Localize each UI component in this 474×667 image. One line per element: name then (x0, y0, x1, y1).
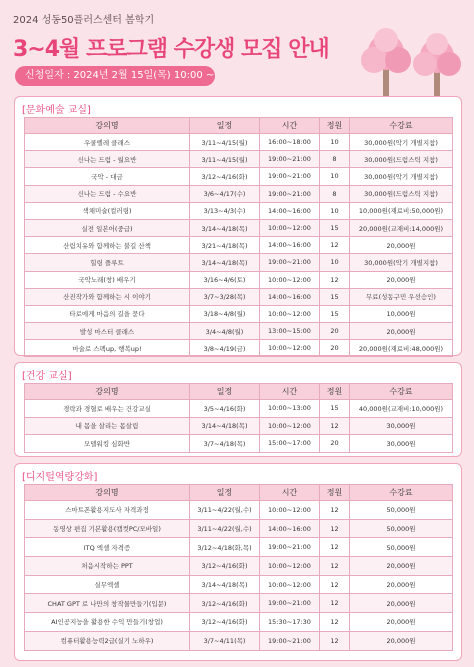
cell-schedule: 3/14~4/18(목) (190, 219, 260, 236)
cherry-blossom-trees-illustration (350, 22, 474, 104)
cell-schedule: 3/21~4/18(목) (190, 237, 260, 254)
cell-schedule: 3/11~4/15(월) (190, 134, 260, 151)
cell-schedule: 3/11~4/22(월,수) (190, 519, 260, 538)
column-header-course-name: 강의명 (25, 485, 190, 501)
table-row (25, 435, 453, 453)
cell-schedule: 3/7~3/28(목) (190, 288, 260, 305)
cell-time: 19:00~21:00 (260, 254, 320, 271)
program-table-health (24, 383, 453, 453)
cell-schedule: 3/8~4/19(금) (190, 340, 260, 357)
table-row (25, 594, 453, 613)
cell-capacity: 12 (320, 575, 350, 594)
cell-course-name: 스마트폰활용지도사 자격과정 (25, 501, 190, 520)
cell-course-name: 신나는 드럼 - 월요반 (25, 151, 190, 168)
cell-time: 19:00~21:00 (260, 151, 320, 168)
column-header-fee: 수강료 (350, 485, 453, 501)
cell-fee: 50,000원 (350, 519, 453, 538)
cell-capacity: 12 (320, 557, 350, 576)
cell-schedule: 3/16~4/6(토) (190, 271, 260, 288)
cell-course-name: 처음시작하는 PPT (25, 557, 190, 576)
cell-time: 15:30~17:30 (260, 613, 320, 632)
cell-capacity: 12 (320, 613, 350, 632)
cell-fee: 30,000원(악기 개별지참) (350, 134, 453, 151)
table-row (25, 202, 453, 219)
cell-time: 14:00~16:00 (260, 237, 320, 254)
cell-schedule: 3/18~4/8(월) (190, 305, 260, 322)
table-row (25, 237, 453, 254)
table-row (25, 151, 453, 168)
cell-capacity: 15 (320, 288, 350, 305)
cell-capacity: 20 (320, 340, 350, 357)
cell-fee: 20,000원 (350, 613, 453, 632)
cell-course-name: 발성 마스터 클래스 (25, 323, 190, 340)
table-row (25, 305, 453, 322)
cell-fee: 20,000원(재료비:48,000원) (350, 340, 453, 357)
poster-title: 3~4월 프로그램 수강생 모집 안내 (13, 37, 329, 62)
column-header-schedule: 일정 (190, 485, 260, 501)
cell-schedule: 3/12~4/16(화) (190, 557, 260, 576)
table-row (25, 254, 453, 271)
cell-course-name: 타로에게 마음의 길을 묻다 (25, 305, 190, 322)
cell-schedule: 3/11~4/22(월,수) (190, 501, 260, 520)
table-header-row (25, 384, 453, 400)
table-row (25, 168, 453, 185)
cell-course-name: 힐링 플루트 (25, 254, 190, 271)
cell-schedule: 3/4~4/8(월) (190, 323, 260, 340)
cell-capacity: 15 (320, 305, 350, 322)
table-row (25, 613, 453, 632)
table-header-row (25, 118, 453, 134)
cell-schedule: 3/7~4/18(목) (190, 435, 260, 453)
cell-time: 10:00~12:00 (260, 271, 320, 288)
cell-schedule: 3/14~4/18(목) (190, 254, 260, 271)
section-label-health: [건강 교실] (22, 371, 72, 382)
cell-course-name: 컴퓨터활용능력2급(실기 노하우) (25, 631, 190, 650)
cell-course-name: 내 몸을 살리는 몸살림 (25, 417, 190, 435)
application-date-badge: 신청일자 : 2024년 2월 15일(목) 10:00 ~ (15, 66, 215, 86)
table-body (25, 134, 453, 357)
cell-course-name: AI인공지능을 활용한 수익 만들기(창업) (25, 613, 190, 632)
cell-time: 10:00~12:00 (260, 417, 320, 435)
cell-fee: 20,000원 (350, 271, 453, 288)
cell-fee: 20,000원 (350, 323, 453, 340)
column-header-capacity: 정원 (320, 485, 350, 501)
cell-capacity: 10 (320, 134, 350, 151)
cell-course-name: CHAT GPT 로 나만의 창작물만들기(입문) (25, 594, 190, 613)
cell-course-name: 모델워킹 심화반 (25, 435, 190, 453)
table-row (25, 323, 453, 340)
table-body (25, 501, 453, 651)
cell-fee: 10,000원 (350, 305, 453, 322)
cell-schedule: 3/12~4/16(화) (190, 613, 260, 632)
section-card-health (14, 362, 462, 457)
table-row (25, 575, 453, 594)
cell-fee: 50,000원 (350, 501, 453, 520)
table-row (25, 501, 453, 520)
cell-fee: 20,000원 (350, 594, 453, 613)
cell-time: 10:00~12:00 (260, 557, 320, 576)
cell-course-name: ITQ 엑셀 자격증 (25, 538, 190, 557)
cell-capacity: 12 (320, 271, 350, 288)
cell-capacity: 10 (320, 202, 350, 219)
table-row (25, 400, 453, 418)
table-header-row (25, 485, 453, 501)
cell-time: 10:00~12:00 (260, 305, 320, 322)
column-header-capacity: 정원 (320, 118, 350, 134)
cell-schedule: 3/7~4/11(목) (190, 631, 260, 650)
cell-course-name: 색채미술(컬러링) (25, 202, 190, 219)
cell-fee: 무료(성동구민 우선승인) (350, 288, 453, 305)
column-header-schedule: 일정 (190, 384, 260, 400)
table-row (25, 519, 453, 538)
column-header-course-name: 강의명 (25, 384, 190, 400)
cell-capacity: 10 (320, 168, 350, 185)
cell-capacity: 12 (320, 631, 350, 650)
column-header-course-name: 강의명 (25, 118, 190, 134)
column-header-fee: 수강료 (350, 384, 453, 400)
cell-time: 14:00~16:00 (260, 519, 320, 538)
cell-fee: 20,000원 (350, 631, 453, 650)
cell-capacity: 20 (320, 323, 350, 340)
cell-fee: 20,000원 (350, 237, 453, 254)
cell-time: 19:00~21:00 (260, 185, 320, 202)
cell-time: 14:00~16:00 (260, 202, 320, 219)
table-row (25, 134, 453, 151)
section-card-culture (14, 96, 462, 356)
cell-course-name: 경락과 경혈로 배우는 건강교실 (25, 400, 190, 418)
cell-course-name: 국악노래(창) 배우기 (25, 271, 190, 288)
column-header-capacity: 정원 (320, 384, 350, 400)
cell-capacity: 20 (320, 435, 350, 453)
column-header-fee: 수강료 (350, 118, 453, 134)
cell-time: 19:00~21:00 (260, 168, 320, 185)
cell-fee: 30,000원(드럼스틱 지참) (350, 151, 453, 168)
cell-capacity: 12 (320, 237, 350, 254)
cell-capacity: 12 (320, 519, 350, 538)
cell-capacity: 12 (320, 594, 350, 613)
column-header-time: 시간 (260, 384, 320, 400)
cell-capacity: 15 (320, 400, 350, 418)
cell-fee: 40,000원(교재비:10,000원) (350, 400, 453, 418)
cell-capacity: 15 (320, 219, 350, 236)
program-table-digital (24, 484, 453, 651)
cell-fee: 30,000원 (350, 435, 453, 453)
cell-time: 15:00~17:00 (260, 435, 320, 453)
cell-time: 10:00~12:00 (260, 340, 320, 357)
section-label-culture: [문화예술 교실] (22, 105, 91, 116)
cell-schedule: 3/5~4/16(화) (190, 400, 260, 418)
table-row (25, 631, 453, 650)
cell-time: 14:00~16:00 (260, 288, 320, 305)
cell-course-name: 마술로 스펙up, 행복up! (25, 340, 190, 357)
cell-time: 10:00~13:00 (260, 400, 320, 418)
cell-course-name: 우쿨렐레 클래스 (25, 134, 190, 151)
cell-fee: 30,000원(악기 개별지참) (350, 168, 453, 185)
cell-fee: 20,000원 (350, 557, 453, 576)
cell-time: 16:00~18:00 (260, 134, 320, 151)
cell-capacity: 12 (320, 538, 350, 557)
cell-course-name: 신나는 드럼 - 수요반 (25, 185, 190, 202)
cell-fee: 30,000원(드럼스틱 지참) (350, 185, 453, 202)
table-row (25, 557, 453, 576)
column-header-schedule: 일정 (190, 118, 260, 134)
cell-time: 10:00~12:00 (260, 575, 320, 594)
table-row (25, 288, 453, 305)
cell-course-name: 실무엑셀 (25, 575, 190, 594)
cell-capacity: 8 (320, 185, 350, 202)
cell-fee: 20,000원 (350, 575, 453, 594)
cell-time: 19:00~21:00 (260, 538, 320, 557)
cell-schedule: 3/6~4/17(수) (190, 185, 260, 202)
table-row (25, 185, 453, 202)
cell-schedule: 3/12~4/16(화) (190, 594, 260, 613)
cell-course-name: 동영상 편집 기본활용(캡컷PC/모바일) (25, 519, 190, 538)
cell-fee: 10,000원(재료비:50,000원) (350, 202, 453, 219)
cell-schedule: 3/14~4/18(목) (190, 575, 260, 594)
cell-course-name: 산진작가와 함께하는 시 이야기 (25, 288, 190, 305)
cell-course-name: 실전 일본어(중급) (25, 219, 190, 236)
table-row (25, 340, 453, 357)
cell-course-name: 국악 - 대금 (25, 168, 190, 185)
cell-fee: 30,000원(악기 개별지참) (350, 254, 453, 271)
cell-fee: 20,000원(교재비:14,000원) (350, 219, 453, 236)
table-row (25, 417, 453, 435)
table-row (25, 271, 453, 288)
cell-time: 19:00~21:00 (260, 631, 320, 650)
cell-schedule: 3/13~4/3(수) (190, 202, 260, 219)
program-table-culture (24, 117, 453, 357)
column-header-time: 시간 (260, 485, 320, 501)
table-body (25, 400, 453, 453)
cell-capacity: 10 (320, 254, 350, 271)
cell-capacity: 12 (320, 501, 350, 520)
cell-time: 19:00~21:00 (260, 594, 320, 613)
cell-fee: 30,000원 (350, 417, 453, 435)
table-row (25, 219, 453, 236)
cell-schedule: 3/12~4/18(화,목) (190, 538, 260, 557)
section-card-digital (14, 463, 462, 661)
cell-schedule: 3/12~4/16(화) (190, 168, 260, 185)
cell-time: 10:00~12:00 (260, 219, 320, 236)
cell-schedule: 3/14~4/18(목) (190, 417, 260, 435)
cell-fee: 50,000원 (350, 538, 453, 557)
poster-subtitle: 2024 성동50플러스센터 봄학기 (13, 15, 155, 26)
cell-time: 13:00~15:00 (260, 323, 320, 340)
cell-course-name: 산림치유와 함께하는 불길 산책 (25, 237, 190, 254)
column-header-time: 시간 (260, 118, 320, 134)
section-label-digital: [디지털역량강화] (22, 472, 98, 483)
cell-capacity: 12 (320, 417, 350, 435)
cell-time: 10:00~12:00 (260, 501, 320, 520)
table-row (25, 538, 453, 557)
cell-schedule: 3/11~4/15(월) (190, 151, 260, 168)
cell-capacity: 8 (320, 151, 350, 168)
